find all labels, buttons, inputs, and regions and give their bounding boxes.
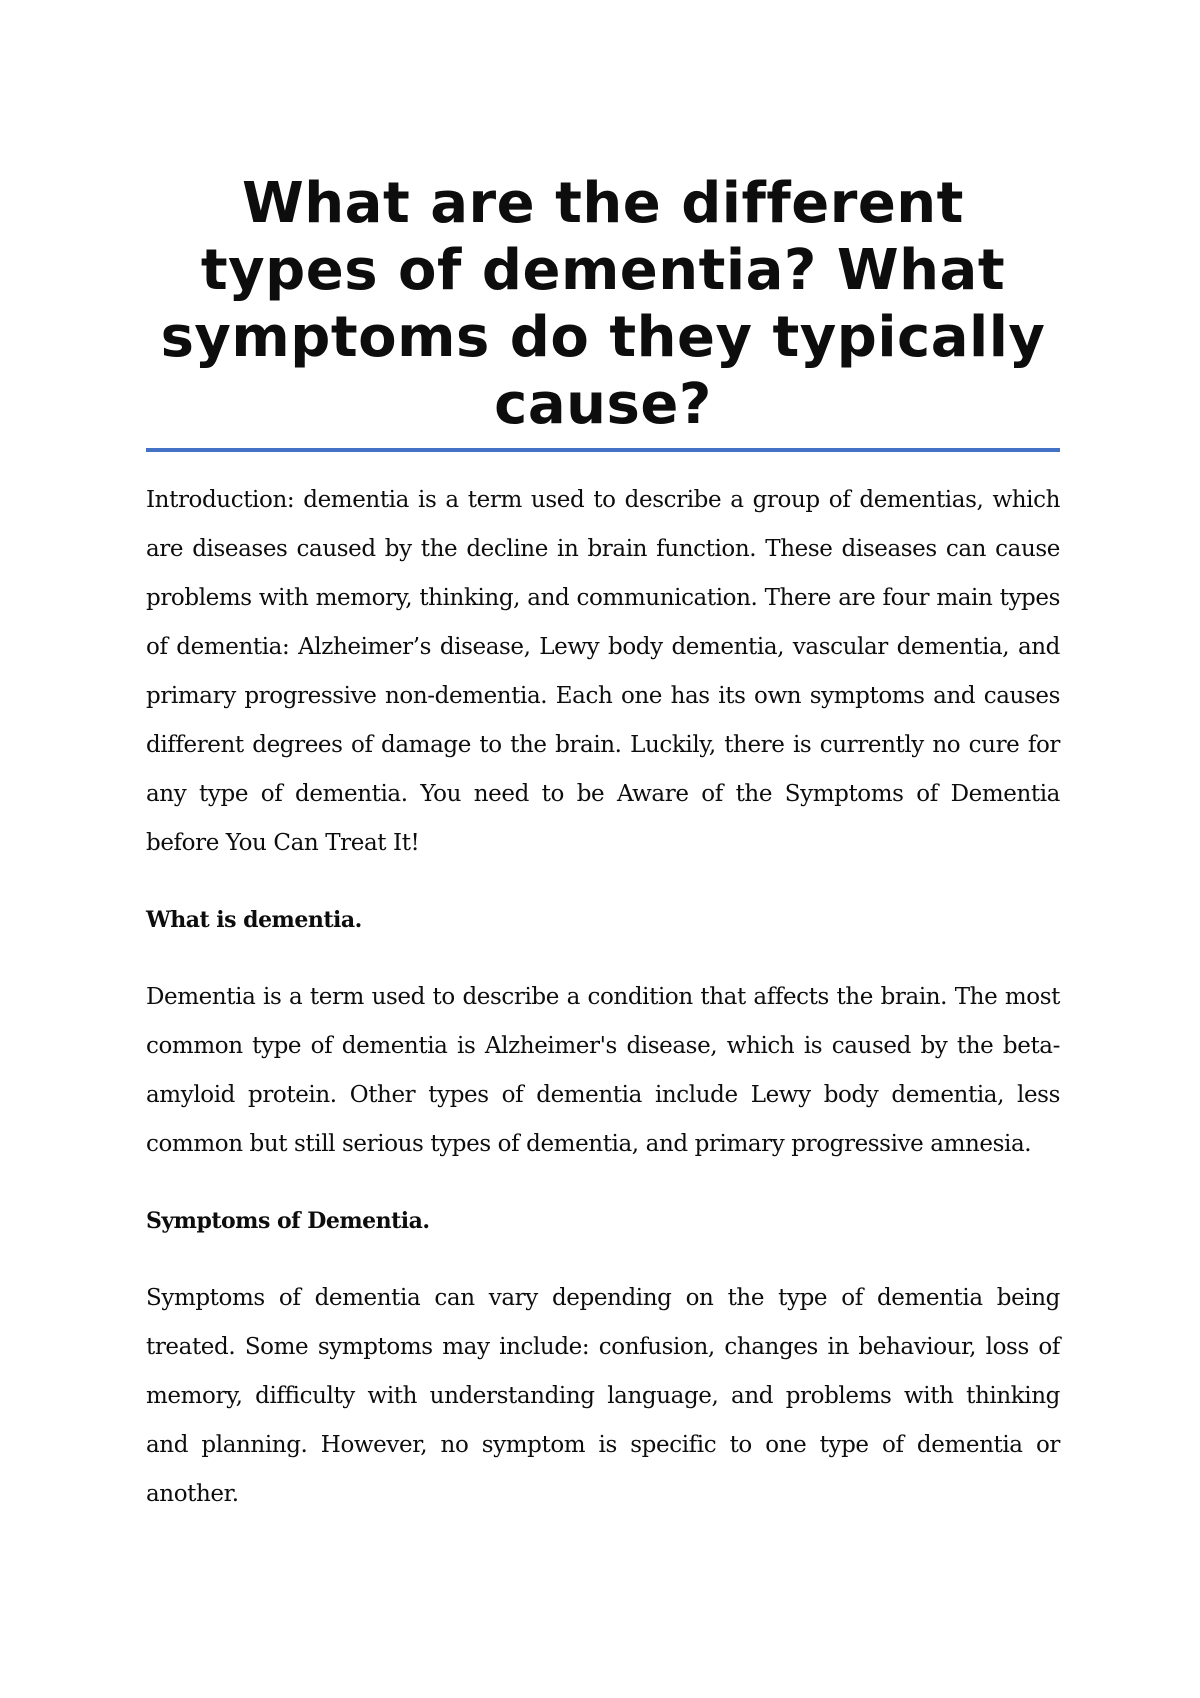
section-heading-what-is-dementia: What is dementia. (146, 907, 362, 933)
section-heading-symptoms: Symptoms of Dementia. (146, 1208, 430, 1234)
intro-paragraph: Introduction: dementia is a term used to describe a group of dementias, which are diseases caused by the decline in brain function. These diseases can cause problems with memory, thinking, and communication. There are four main types of dementia: Alzheimer’s disease, Lewy body dementia, vascular dementia, and primary progressive non-dementia. Each one has its own symptoms and causes different degrees of damage to the brain. Luckily, there is currently no cure for any type of dementia. You need to be Aware of the Symptoms of Dementia before You Can Treat It! (146, 487, 1060, 856)
document-body (146, 170, 1060, 1519)
section-body-symptoms: Symptoms of dementia can vary depending on the type of dementia being treated. Some symptoms may include: confusion, changes in behaviour, loss of memory, difficulty with understanding language, and problems with thinking and planning. However, no symptom is specific to one type of dementia or another. (146, 1285, 1060, 1507)
title-underline-rule (146, 448, 1060, 452)
section-body-what-is-dementia: Dementia is a term used to describe a condition that affects the brain. The most common type of dementia is Alzheimer's disease, which is caused by the beta-amyloid protein. Other types of dementia include Lewy body dementia, less common but still serious types of dementia, and primary progressive amnesia. (146, 984, 1060, 1157)
document-title: What are the different types of dementia? What symptoms do they typically cause? (160, 171, 1046, 437)
